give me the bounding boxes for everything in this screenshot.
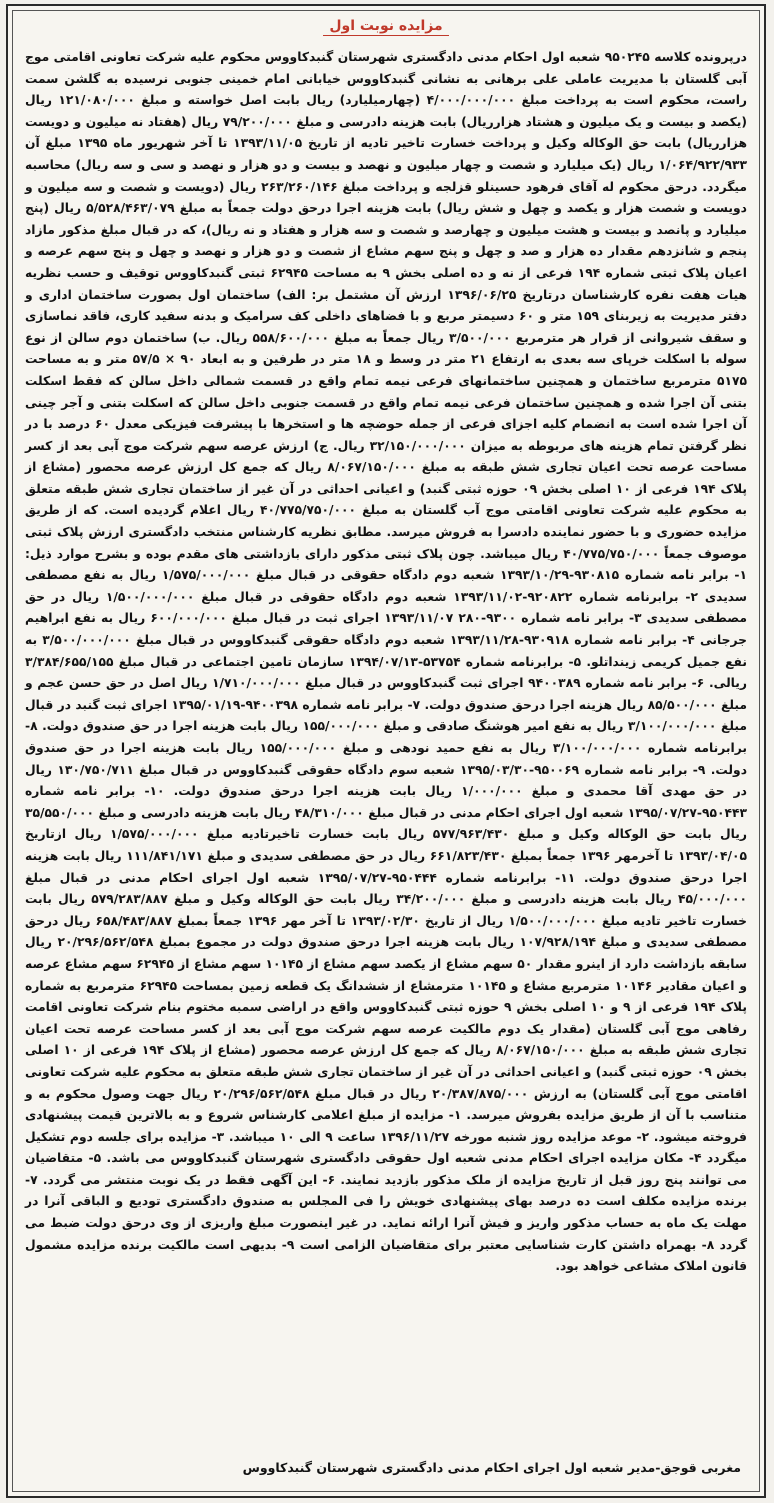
notice-inner-border xyxy=(12,10,760,1492)
notice-title: مزایده نوبت اول xyxy=(323,18,448,36)
notice-frame xyxy=(6,4,766,1498)
title-wrap xyxy=(13,11,759,39)
notice-body xyxy=(13,39,759,1452)
notice-body-text: درپرونده کلاسه ۹۵۰۲۴۵ شعبه اول احکام مدنی دادگستری شهرستان گنبدکاووس محکوم علیه شرکت تعاونی اقامتی موج آبی گلستان با مدیریت عاملی علی برهانی به نشانی گنبدکاووس خیابانی امام خمینی جنوبی نرسیده به گلشن سمت راست، محکوم است به پرداخت مبلغ ۴/۰۰۰/۰۰۰/۰۰۰ (چهارمیلیارد) ریال بابت اصل خواسته و مبلغ ۱۲۱/۰۸۰/۰۰۰ ریال (یکصد و بیست و یک میلیون و هشتاد هزارریال) بابت هزینه دادرسی و مبلغ ۷۹/۲۰۰/۰۰۰ ریال (هفتاد نه میلیون و دویست هزارریال) بابت حق الوکاله وکیل و پرداخت خسارت تاخیر تادیه از تاریخ ۱۳۹۳/۱۱/۰۵ تا آخر شهریور ماه ۱۳۹۵ مبلغ آن ۱/۰۶۴/۹۲۲/۹۳۳ ریال (یک میلیارد و شصت و چهار میلیون و نهصد و بیست و دو هزار و نهصد و سی و سه ریال) محاسبه میگردد. درحق محکوم له آقای فرهود حسینلو قزلجه و پرداخت مبلغ ۲۶۳/۲۶۰/۱۴۶ ریال (دویست و شصت و سه میلیون و دویست و شصت هزار و یکصد و چهل و شش ریال) بابت هزینه اجرا درحق دولت جمعاً به مبلغ ۵/۵۲۸/۴۶۳/۰۷۹ ریال (پنج میلیارد و پانصد و بیست و هشت میلیون و چهارصد و شصت و سه هزار و هفتاد و نه ریال)، که در قبال مبلغ مذکور مازاد پنجم و شانزدهم مقدار ده هزار و صد و چهل و پنج سهم مشاع از شصت و دو هزار و نهصد و چهل و پنج سهم عرصه و اعیان پلاک ثبتی شماره ۱۹۴ فرعی از نه و ده اصلی بخش ۹ به مساحت ۶۲۹۴۵ ثبتی گنبدکاووس توقیف و حسب نظریه هیات هفت نفره کارشناسان درتاریخ ۱۳۹۶/۰۶/۲۵ ارزش آن مشتمل بر: الف) ساختمان اول بصورت ساختمان اداری و دفتر مدیریت به زیربنای ۱۵۹ متر و ۶۰ دسیمتر مربع و با فضاهای داخلی کف سرامیک و بدنه سفید کاری، فاقد نماسازی و سقف شیروانی از قرار هر مترمربع ۳/۵۰۰/۰۰۰ ریال جمعاً به مبلغ ۵۵۸/۶۰۰/۰۰۰ ریال. ب) ساختمان دوم سالن از نوع سوله با اسکلت خرپای سه بعدی به ارتفاع ۲۱ متر در وسط و ۱۸ متر در طرفین و به ابعاد ۹۰ × ۵۷/۵ متر و به مساحت ۵۱۷۵ مترمربع ساختمان و همچنین ساختمانهای فرعی نیمه تمام واقع در قسمت شمالی داخل سالن که فقط اسکلت بتنی آن اجرا شده و همچنین ساختمان فرعی نیمه تمام واقع در قسمت جنوبی داخل سالن که اسکلت بتنی و آجر چینی آن اجرا شده است به انضمام کلیه اجزای فرعی از جمله حوضچه ها و استخرها با پیشرفت فیزیکی معدل ۶۰ درصد با در نظر گرفتن تمام هزینه های مربوطه به میزان ۳۲/۱۵۰/۰۰۰/۰۰۰ ریال. ج) ارزش عرصه سهم شرکت موج آبی بعد از کسر مساحت عرصه تحت اعیان تجاری شش طبقه به مبلغ ۸/۰۶۷/۱۵۰/۰۰۰ ریال که جمع کل ارزش عرصه محصور (مشاع از پلاک ۱۹۴ فرعی از ۱۰ اصلی بخش ۰۹ حوزه ثبتی گنبد) و اعیانی احداثی در آن غیر از ساختمان تجاری شش طبقه متعلق به محکوم علیه شرکت تعاونی اقامتی موج آب گلستان به مبلغ ۴۰/۷۷۵/۷۵۰/۰۰۰ ریال اعلام گردیده است. که از طریق مزایده حضوری و با حضور نماینده دادسرا به فروش میرسد. مطابق نظریه کارشناس منتخب دادگستری ارزش پلاک ثبتی موصوف جمعاً ۴۰/۷۷۵/۷۵۰/۰۰۰ ریال میباشد. چون پلاک ثبتی مذکور دارای بازداشتی های مقدم بوده و بشرح موارد ذیل: ۱- برابر نامه شماره ۹۳۰۸۱۵-۱۳۹۳/۱۰/۲۹ شعبه دوم دادگاه حقوقی در قبال مبلغ ۱/۵۷۵/۰۰۰/۰۰۰ ریال به نفع مصطفی سدیدی ۲- برابرنامه شماره ۹۲۰۸۲۲-۱۳۹۳/۱۱/۰۲ شعبه دوم دادگاه حقوقی در قبال مبلغ ۱/۵۰۰/۰۰۰/۰۰۰ ریال در حق مصطفی سدیدی ۳- برابر نامه شماره ۹۳۰۰-۲۸۰ ۱۳۹۳/۱۱/۰۷ اجرای ثبت در قبال مبلغ ۶۰۰/۰۰۰/۰۰۰ ریال به نفع ابراهیم جرجانی ۴- برابر نامه شماره ۹۳۰۹۱۸-۱۳۹۳/۱۱/۲۸ شعبه دوم دادگاه حقوقی گنبدکاووس در قبال مبلغ ۳/۵۰۰/۰۰۰/۰۰۰ به نفع جمیل کریمی زینداتلو. ۵- برابرنامه شماره ۵۳۷۵۴-۱۳۹۴/۰۷/۱۳ سازمان تامین اجتماعی در قبال مبلغ ۳/۳۸۴/۶۵۵/۱۵۵ ریالی. ۶- برابر نامه شماره ۹۴۰۰۳۸۹ اجرای ثبت گنبدکاووس در قبال مبلغ ۱/۷۱۰/۰۰۰/۰۰۰ ریال اصل در حق حسن عجم و مبلغ ۸۵/۵۰۰/۰۰۰ ریال هزینه اجرا درحق صندوق دولت. ۷- برابر نامه شماره ۹۴۰۰۳۹۸-۱۳۹۵/۰۱/۱۹ اجرای ثبت گنبد در قبال مبلغ ۳/۱۰۰/۰۰۰/۰۰۰ ریال به نفع امیر هوشنگ صادقی و مبلغ ۱۵۵/۰۰۰/۰۰۰ ریال بابت هزینه اجرا در حق صندوق دولت. ۸- برابرنامه شماره ۳/۱۰۰/۰۰۰/۰۰۰ ریال به نفع حمید نودهی و مبلغ ۱۵۵/۰۰۰/۰۰۰ ریال بابت هزینه اجرا در حق صندوق دولت. ۹- برابر نامه شماره ۹۵۰۰۶۹-۱۳۹۵/۰۳/۳۰ شعبه سوم دادگاه حقوقی گنبدکاووس در قبال مبلغ ۱۳۰/۷۵۰/۷۱۱ ریال در حق مهدی آقا محمدی و مبلغ ۱/۰۰۰/۰۰۰ ریال بابت هزینه اجرا درحق صندوق دولت. ۱۰- برابر نامه شماره ۹۵۰۴۴۳-۱۳۹۵/۰۷/۲۷ شعبه اول اجرای احکام مدنی در قبال مبلغ ۴۸/۳۱۰/۰۰۰ ریال بابت هزینه دادرسی و مبلغ ۳۵/۵۵۰/۰۰۰ ریال بابت حق الوکاله وکیل و مبلغ ۵۷۷/۹۶۳/۴۳۰ ریال بابت خسارت تاخیرتادیه مبلغ ۱/۵۷۵/۰۰۰/۰۰۰ ریال ازتاریخ ۱۳۹۳/۰۴/۰۵ تا آخرمهر ۱۳۹۶ جمعاً بمبلغ ۶۶۱/۸۲۳/۴۳۰ ریال در حق مصطفی سدیدی و مبلغ ۱۱۱/۸۴۱/۱۷۱ ریال بابت هزینه اجرا درحق صندوق دولت. ۱۱- برابرنامه شماره ۹۵۰۴۴۴-۱۳۹۵/۰۷/۲۷ شعبه اول اجرای احکام مدنی در قبال مبلغ ۴۵/۰۰۰/۰۰۰ ریال بابت هزینه دادرسی و مبلغ ۳۴/۲۰۰/۰۰۰ ریال بابت حق الوکاله وکیل و مبلغ ۵۷۹/۲۸۳/۸۸۷ ریال بابت خسارت تاخیر تادیه مبلغ ۱/۵۰۰/۰۰۰/۰۰۰ ریال از تاریخ ۱۳۹۳/۰۲/۳۰ تا آخر مهر ۱۳۹۶ جمعاً بمبلغ ۶۵۸/۴۸۳/۸۸۷ ریال درحق مصطفی سدیدی و مبلغ ۱۰۷/۹۲۸/۱۹۴ ریال بابت هزینه اجرا درحق صندوق دولت در مجموع بمبلغ ۲۰/۲۹۶/۵۶۲/۵۴۸ ریال سابقه بازداشت دارد از اینرو مقدار ۵۰ سهم مشاع از یکصد سهم مشاع از ۱۰۱۴۵ سهم مشاع از ۶۲۹۴۵ سهم مشاع عرصه و اعیان مقادیر ۱۰۱۴۶ مترمربع مشاع و ۱۰۱۴۵ مترمشاع از ششدانگ یک قطعه زمین بمساحت ۶۲۹۴۵ مترمربع به شماره پلاک ۱۹۴ فرعی از ۹ و ۱۰ اصلی بخش ۹ حوزه ثبتی گنبدکاووس واقع در اراضی سمبه مختوم بنام شرکت تعاونی اقامت رفاهی موج آبی گلستان (مقدار یک دوم مالکیت عرصه سهم شرکت موج آبی بعد از کسر مساحت عرصه تحت اعیان تجاری شش طبقه به مبلغ ۸/۰۶۷/۱۵۰/۰۰۰ ریال که جمع کل ارزش عرصه محصور (مشاع از پلاک ۱۹۴ فرعی از ۱۰ اصلی بخش ۰۹ حوزه ثبتی گنبد) و اعیانی احداثی در آن غیر از ساختمان تجاری شش طبقه متعلق به محکوم علیه شرکت تعاونی اقامتی موج آبی گلستان) به ارزش ۲۰/۳۸۷/۸۷۵/۰۰۰ ریال در قبال مبلغ ۲۰/۲۹۶/۵۶۲/۵۴۸ ریال جهت وصول محکوم به و متناسب با آن از طریق مزایده بفروش میرسد. ۱- مزایده از مبلغ اعلامی کارشناس شروع و به بالاترین قیمت پیشنهادی فروخته میشود. ۲- موعد مزایده روز شنبه مورخه ۱۳۹۶/۱۱/۲۷ ساعت ۹ الی ۱۰ میباشد. ۳- مزایده برای جلسه دوم تشکیل میگردد ۴- مکان مزایده اجرای احکام مدنی شعبه اول حقوقی دادگستری شهرستان گنبدکاووس می باشد. ۵- متقاضیان می توانند پنج روز قبل از تاریخ مزایده از ملک مذکور بازدید نمایند. ۶- این آگهی فقط در یک نوبت منتشر می گردد. ۷- برنده مزایده مکلف است ده درصد بهای پیشنهادی خویش را فی المجلس به صندوق دادگستری تودیع و الباقی آنرا در مهلت یک ماه به حساب مذکور واریز و فیش آنرا ارائه نماید. در غیر اینصورت مبلغ واریزی از وی درحق دولت ضبط می گردد ۸- بهمراه داشتن کارت شناسایی معتبر برای متقاضیان الزامی است ۹- بدیهی است مالکیت برنده مزایده مشمول قانون املاک مشاعی خواهد بود. xyxy=(25,50,748,1274)
notice-signature: مغربی قوجق-مدیر شعبه اول اجرای احکام مدنی دادگستری شهرستان گنبدکاووس xyxy=(242,1460,741,1475)
